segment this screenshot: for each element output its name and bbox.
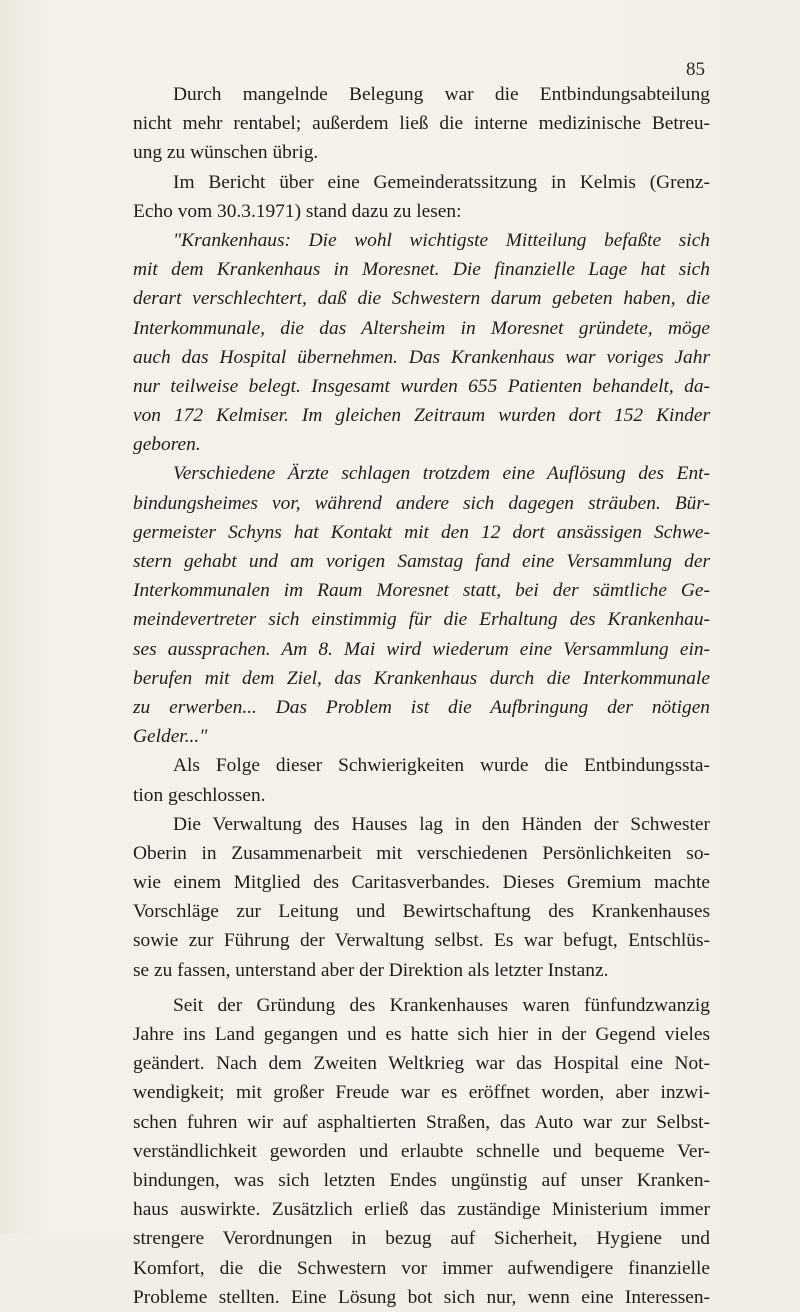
text-line: verständlichkeit geworden und erlaubte schnelle und bequeme Ver-: [133, 1140, 710, 1162]
text-line: germeister Schyns hat Kontakt mit den 12 dort ansässigen Schwe-: [133, 521, 710, 543]
text-line: zu erwerben... Das Problem ist die Aufbringung der nötigen: [133, 696, 710, 718]
text-line: wie einem Mitglied des Caritasverbandes. Dieses Gremium machte: [133, 872, 710, 894]
text-line: stern gehabt und am vorigen Samstag fand eine Versammlung der: [133, 551, 710, 572]
text-line: Probleme stellten. Eine Lösung bot sich nur, wenn eine Interessen-: [133, 1286, 710, 1308]
text-line: Interkommunalen im Raum Moresnet statt, bei der sämtliche Ge-: [133, 580, 710, 602]
text-line: Komfort, die die Schwestern vor immer aufwendigere finanzielle: [133, 1257, 710, 1279]
page-number: 85: [686, 59, 705, 80]
text-line: Jahre ins Land gegangen und es hatte sich hier in der Gegend vieles: [133, 1024, 710, 1045]
text-line: von 172 Kelmiser. Im gleichen Zeitraum wurden dort 152 Kinder: [133, 405, 710, 427]
text-line: Interkommunale, die das Altersheim in Moresnet gründete, möge: [133, 317, 710, 339]
text-line: auch das Hospital übernehmen. Das Krankenhaus war voriges Jahr: [133, 346, 710, 368]
text-line: strengere Verordnungen in bezug auf Sicherheit, Hygiene und: [133, 1228, 710, 1250]
text-line: se zu fassen, unterstand aber der Direktion als letzter Instanz.: [133, 959, 609, 981]
text-line: Durch mangelnde Belegung war die Entbindungsabteilung: [173, 84, 710, 105]
text-line: sowie zur Führung der Verwaltung selbst. Es war befugt, Entschlüs-: [133, 930, 710, 952]
text-line: Echo vom 30.3.1971) stand dazu zu lesen:: [133, 200, 462, 222]
body-text: [133, 80, 710, 1312]
text-line: haus auswirkte. Zusätzlich erließ das zuständige Ministerium immer: [133, 1199, 710, 1221]
text-line: schen fuhren wir auf asphaltierten Straßen, das Auto war zur Selbst-: [133, 1111, 710, 1133]
text-line: bindungsheimes vor, während andere sich dagegen sträuben. Bür-: [133, 492, 710, 514]
text-line: Als Folge dieser Schwierigkeiten wurde die Entbindungssta-: [173, 755, 710, 777]
text-line: geändert. Nach dem Zweiten Weltkrieg war das Hospital eine Not-: [133, 1053, 710, 1075]
text-line: meindevertreter sich einstimmig für die Erhaltung des Krankenhau-: [133, 609, 710, 631]
text-line: nicht mehr rentabel; außerdem ließ die interne medizinische Betreu-: [133, 113, 710, 135]
text-line: derart verschlechtert, daß die Schwestern darum gebeten haben, die: [133, 288, 710, 310]
text-line: ses aussprachen. Am 8. Mai wird wiederum eine Versammlung ein-: [133, 638, 710, 660]
text-line: ung zu wünschen übrig.: [133, 142, 319, 164]
text-line: mit dem Krankenhaus in Moresnet. Die finanzielle Lage hat sich: [133, 259, 710, 281]
text-line: berufen mit dem Ziel, das Krankenhaus durch die Interkommunale: [133, 667, 710, 689]
text-line: Gelder...": [133, 726, 208, 748]
text-line: tion geschlossen.: [133, 784, 266, 806]
text-line: wendigkeit; mit großer Freude war es eröffnet worden, aber inzwi-: [133, 1082, 710, 1104]
text-line: Verschiedene Ärzte schlagen trotzdem eine Auflösung des Ent-: [173, 463, 710, 485]
text-line: Vorschläge zur Leitung und Bewirtschaftung des Krankenhauses: [133, 901, 710, 923]
text-line: "Krankenhaus: Die wohl wichtigste Mitteilung befaßte sich: [173, 229, 710, 251]
text-line: geboren.: [133, 434, 201, 456]
text-line: Seit der Gründung des Krankenhauses waren fünfundzwanzig: [173, 994, 710, 1016]
text-line: nur teilweise belegt. Insgesamt wurden 655 Patienten behandelt, da-: [133, 375, 710, 397]
text-line: bindungen, was sich letzten Endes ungünstig auf unser Kranken-: [133, 1169, 710, 1191]
text-line: Die Verwaltung des Hauses lag in den Händen der Schwester: [173, 813, 710, 835]
text-line: Oberin in Zusammenarbeit mit verschiedenen Persönlichkeiten so-: [133, 842, 710, 864]
text-line: Im Bericht über eine Gemeinderatssitzung in Kelmis (Grenz-: [173, 171, 710, 193]
